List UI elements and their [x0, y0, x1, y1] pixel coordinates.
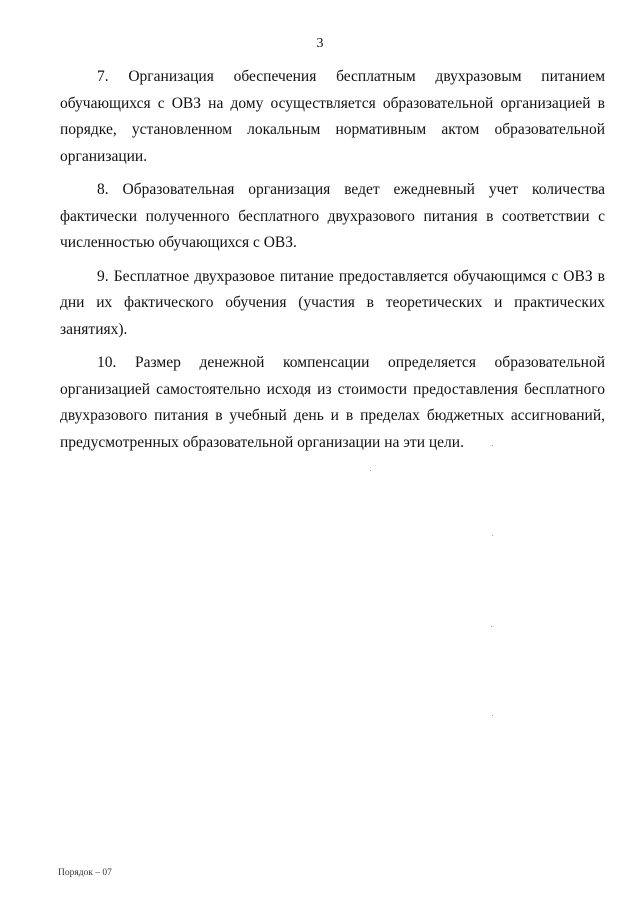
document-body [60, 64, 605, 463]
page-number: 3 [316, 36, 324, 51]
scan-speck [492, 445, 493, 446]
paragraph-7: 7. Организация обеспечения бесплатным двухразовым питанием обучающихся с ОВЗ на дому осуществляется образовательной организацией в порядке, установленном локальным нормативным актом образовательной организации. [60, 68, 605, 165]
scan-speck [370, 470, 371, 471]
scan-speck [491, 626, 492, 627]
footer-label: Порядок – 07 [58, 868, 112, 878]
scan-speck [492, 715, 493, 716]
paragraph-10: 10. Размер денежной компенсации определяется образовательной организацией самостоятельно исходя из стоимости предоставления бесплатного двухразового питания в учебный день и в пределах бюджетных ассигнований, предусмотренных образовательной организации на эти цели. [60, 354, 605, 451]
paragraph-8: 8. Образовательная организация ведет ежедневный учет количества фактически полученного бесплатного двухразового питания в соответствии с численностью обучающихся с ОВЗ. [60, 181, 605, 251]
scan-speck [492, 535, 493, 536]
paragraph-9: 9. Бесплатное двухразовое питание предоставляется обучающимся с ОВЗ в дни их фактического обучения (участия в теоретических и практических занятиях). [60, 267, 605, 338]
